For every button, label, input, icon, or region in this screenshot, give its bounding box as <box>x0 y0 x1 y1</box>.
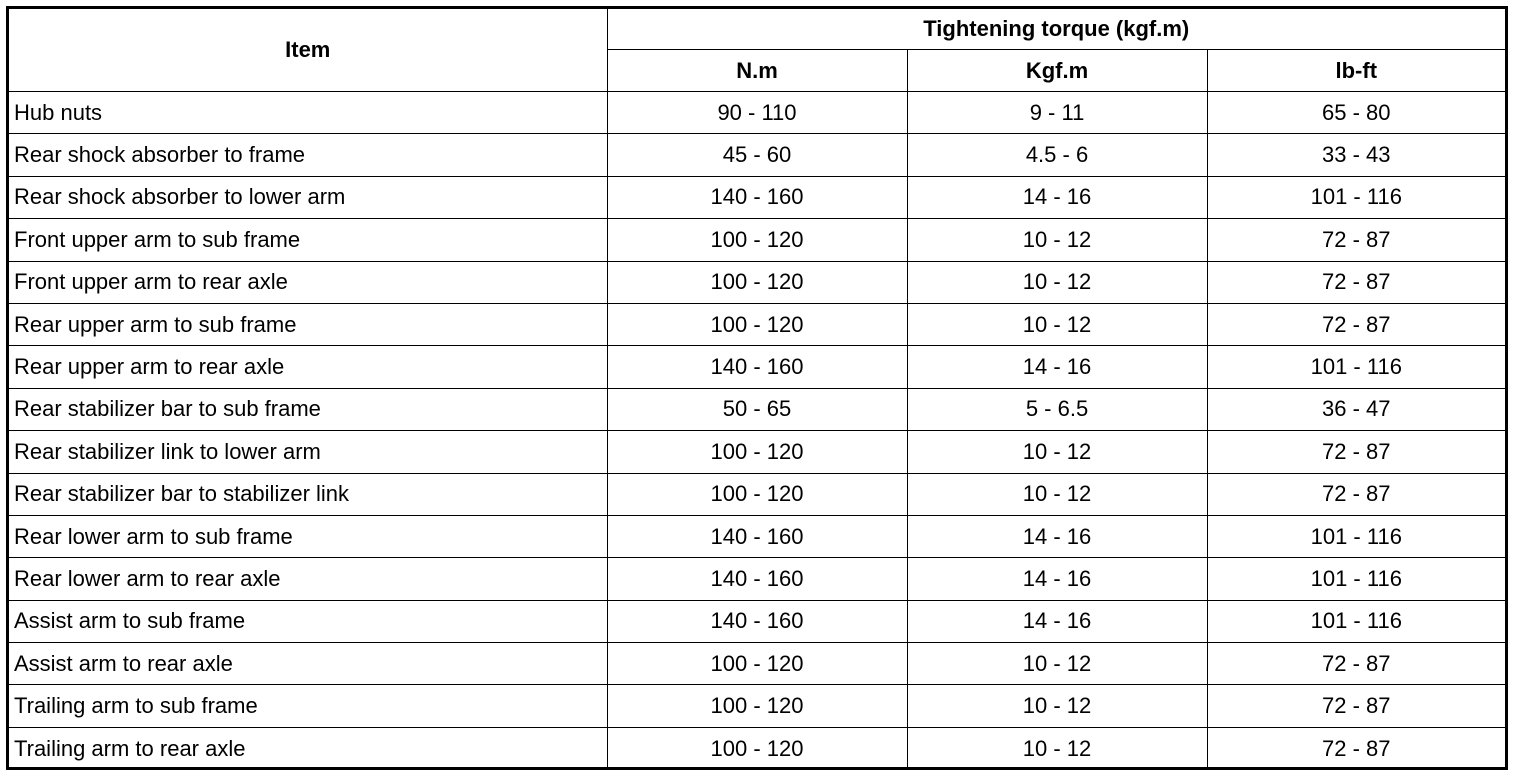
lbft-value-cell: 72 - 87 <box>1207 685 1505 727</box>
table-row <box>9 685 1505 727</box>
item-cell: Front upper arm to sub frame <box>9 219 607 261</box>
nm-value-cell: 100 - 120 <box>607 685 907 727</box>
nm-value-cell: 100 - 120 <box>607 473 907 515</box>
lbft-value-cell: 72 - 87 <box>1207 727 1505 769</box>
item-cell: Trailing arm to rear axle <box>9 727 607 769</box>
nm-value-cell: 140 - 160 <box>607 515 907 557</box>
item-cell: Trailing arm to sub frame <box>9 685 607 727</box>
table-row <box>9 431 1505 473</box>
kgfm-value-cell: 4.5 - 6 <box>907 134 1207 176</box>
nm-value-cell: 140 - 160 <box>607 346 907 388</box>
lbft-value-cell: 72 - 87 <box>1207 303 1505 345</box>
lbft-value-cell: 72 - 87 <box>1207 219 1505 261</box>
lbft-value-cell: 101 - 116 <box>1207 515 1505 557</box>
tightening-torque-table <box>9 9 1505 770</box>
nm-value-cell: 140 - 160 <box>607 600 907 642</box>
item-cell: Front upper arm to rear axle <box>9 261 607 303</box>
table-row <box>9 473 1505 515</box>
item-cell: Rear upper arm to sub frame <box>9 303 607 345</box>
table-header-row <box>9 9 1505 50</box>
item-cell: Rear stabilizer bar to sub frame <box>9 388 607 430</box>
kgfm-value-cell: 5 - 6.5 <box>907 388 1207 430</box>
lbft-value-cell: 101 - 116 <box>1207 558 1505 600</box>
kgfm-value-cell: 14 - 16 <box>907 600 1207 642</box>
item-cell: Rear stabilizer bar to stabilizer link <box>9 473 607 515</box>
kgfm-value-cell: 14 - 16 <box>907 515 1207 557</box>
tightening-torque-group-header: Tightening torque (kgf.m) <box>607 9 1505 50</box>
item-cell: Rear lower arm to rear axle <box>9 558 607 600</box>
torque-table-frame <box>6 6 1508 770</box>
lbft-value-cell: 33 - 43 <box>1207 134 1505 176</box>
item-cell: Rear upper arm to rear axle <box>9 346 607 388</box>
table-row <box>9 727 1505 769</box>
table-row <box>9 515 1505 557</box>
kgfm-value-cell: 10 - 12 <box>907 303 1207 345</box>
unit-header-kgfm: Kgf.m <box>907 50 1207 92</box>
lbft-value-cell: 36 - 47 <box>1207 388 1505 430</box>
item-cell: Assist arm to rear axle <box>9 643 607 685</box>
item-cell: Rear shock absorber to lower arm <box>9 176 607 218</box>
nm-value-cell: 100 - 120 <box>607 431 907 473</box>
nm-value-cell: 140 - 160 <box>607 558 907 600</box>
kgfm-value-cell: 9 - 11 <box>907 92 1207 134</box>
table-row <box>9 92 1505 134</box>
kgfm-value-cell: 14 - 16 <box>907 558 1207 600</box>
lbft-value-cell: 72 - 87 <box>1207 643 1505 685</box>
table-row <box>9 346 1505 388</box>
table-row <box>9 219 1505 261</box>
table-row <box>9 600 1505 642</box>
lbft-value-cell: 72 - 87 <box>1207 261 1505 303</box>
item-cell: Rear stabilizer link to lower arm <box>9 431 607 473</box>
nm-value-cell: 140 - 160 <box>607 176 907 218</box>
kgfm-value-cell: 14 - 16 <box>907 346 1207 388</box>
kgfm-value-cell: 10 - 12 <box>907 643 1207 685</box>
kgfm-value-cell: 10 - 12 <box>907 431 1207 473</box>
table-row <box>9 176 1505 218</box>
table-row <box>9 558 1505 600</box>
table-row <box>9 134 1505 176</box>
nm-value-cell: 45 - 60 <box>607 134 907 176</box>
nm-value-cell: 100 - 120 <box>607 727 907 769</box>
lbft-value-cell: 101 - 116 <box>1207 346 1505 388</box>
table-row <box>9 303 1505 345</box>
nm-value-cell: 90 - 110 <box>607 92 907 134</box>
lbft-value-cell: 101 - 116 <box>1207 176 1505 218</box>
lbft-value-cell: 72 - 87 <box>1207 473 1505 515</box>
table-row <box>9 643 1505 685</box>
kgfm-value-cell: 10 - 12 <box>907 685 1207 727</box>
table-row <box>9 388 1505 430</box>
item-cell: Rear lower arm to sub frame <box>9 515 607 557</box>
lbft-value-cell: 101 - 116 <box>1207 600 1505 642</box>
kgfm-value-cell: 10 - 12 <box>907 473 1207 515</box>
kgfm-value-cell: 10 - 12 <box>907 261 1207 303</box>
nm-value-cell: 50 - 65 <box>607 388 907 430</box>
item-cell: Rear shock absorber to frame <box>9 134 607 176</box>
kgfm-value-cell: 10 - 12 <box>907 727 1207 769</box>
unit-header-lbft: lb-ft <box>1207 50 1505 92</box>
item-cell: Hub nuts <box>9 92 607 134</box>
nm-value-cell: 100 - 120 <box>607 643 907 685</box>
lbft-value-cell: 65 - 80 <box>1207 92 1505 134</box>
kgfm-value-cell: 14 - 16 <box>907 176 1207 218</box>
unit-header-nm: N.m <box>607 50 907 92</box>
lbft-value-cell: 72 - 87 <box>1207 431 1505 473</box>
nm-value-cell: 100 - 120 <box>607 303 907 345</box>
table-row <box>9 261 1505 303</box>
nm-value-cell: 100 - 120 <box>607 219 907 261</box>
nm-value-cell: 100 - 120 <box>607 261 907 303</box>
kgfm-value-cell: 10 - 12 <box>907 219 1207 261</box>
item-column-header: Item <box>9 9 607 92</box>
item-cell: Assist arm to sub frame <box>9 600 607 642</box>
table-body <box>9 92 1505 770</box>
